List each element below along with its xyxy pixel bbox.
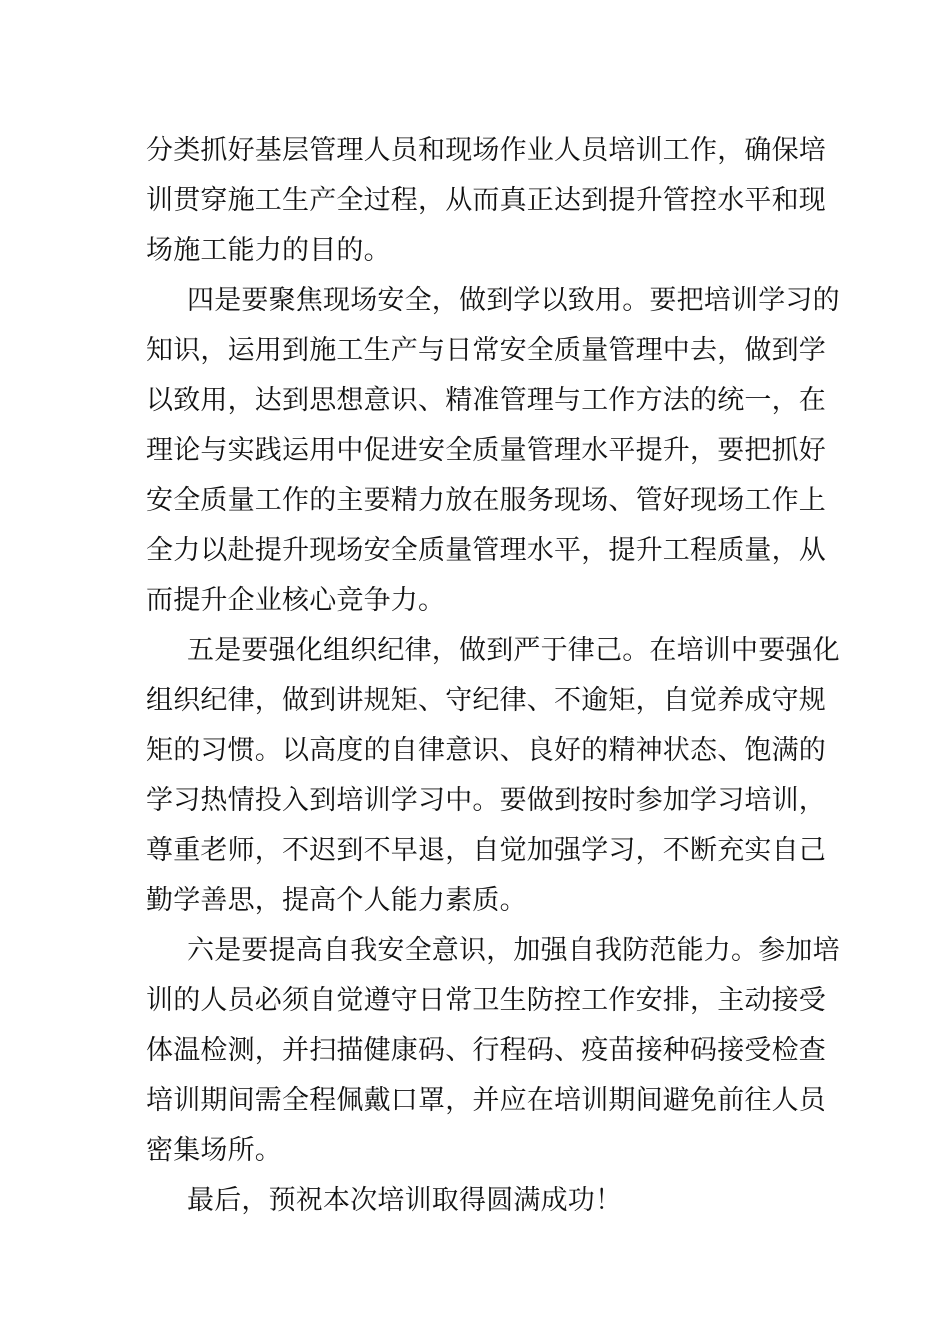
text-line: 培训期间需全程佩戴口罩，并应在培训期间避免前往人员	[146, 1085, 826, 1116]
closing-line: 最后，预祝本次培训取得圆满成功！	[187, 1185, 623, 1216]
text-line: 体温检测，并扫描健康码、行程码、疫苗接种码接受检查	[146, 1035, 826, 1066]
text-line: 而提升企业核心竞争力。	[146, 585, 446, 616]
text-line: 学习热情投入到培训学习中。要做到按时参加学习培训，	[146, 785, 826, 816]
text-line: 知识，运用到施工生产与日常安全质量管理中去，做到学	[146, 335, 826, 366]
text-line: 组织纪律，做到讲规矩、守纪律、不逾矩，自觉养成守规	[146, 685, 826, 716]
paragraph-start-line: 四是要聚焦现场安全，做到学以致用。要把培训学习的	[187, 285, 840, 316]
text-line: 勤学善思，提高个人能力素质。	[146, 885, 527, 916]
text-line: 场施工能力的目的。	[146, 235, 391, 266]
text-line: 理论与实践运用中促进安全质量管理水平提升，要把抓好	[146, 435, 826, 466]
text-line: 全力以赴提升现场安全质量管理水平，提升工程质量，从	[146, 535, 826, 566]
text-line: 训的人员必须自觉遵守日常卫生防控工作安排，主动接受	[146, 985, 826, 1016]
paragraph-start-line: 六是要提高自我安全意识，加强自我防范能力。参加培	[187, 935, 840, 966]
paragraph-start-line: 五是要强化组织纪律，做到严于律己。在培训中要强化	[187, 635, 840, 666]
text-line: 以致用，达到思想意识、精准管理与工作方法的统一，在	[146, 385, 826, 416]
text-line: 训贯穿施工生产全过程，从而真正达到提升管控水平和现	[146, 185, 826, 216]
text-line: 安全质量工作的主要精力放在服务现场、管好现场工作上	[146, 485, 826, 516]
document-body	[146, 126, 840, 1226]
text-line: 尊重老师，不迟到不早退，自觉加强学习，不断充实自己	[146, 835, 826, 866]
text-line: 密集场所。	[146, 1135, 282, 1166]
text-line: 分类抓好基层管理人员和现场作业人员培训工作，确保培	[146, 135, 826, 166]
text-line: 矩的习惯。以高度的自律意识、良好的精神状态、饱满的	[146, 735, 826, 766]
